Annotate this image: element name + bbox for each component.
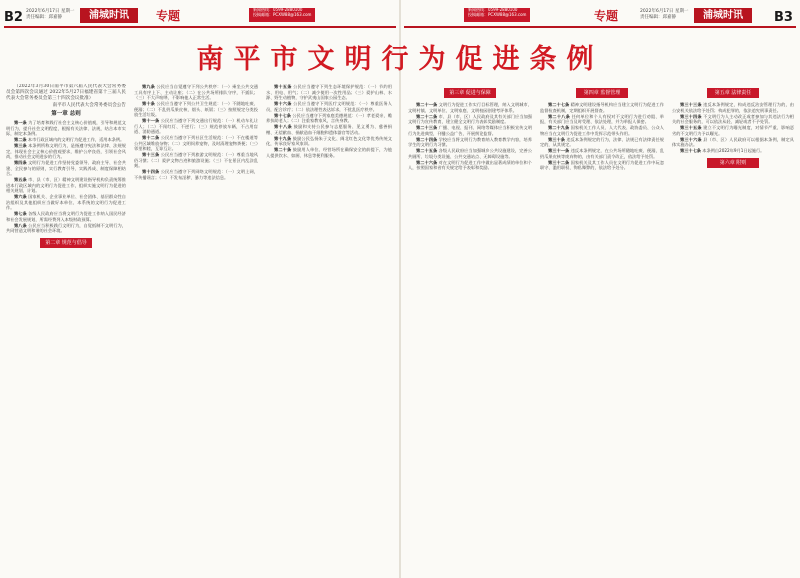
article-text: 建立不文明行为曝光制度，对情节严重、影响恶劣的不文明行为予以曝光。	[672, 125, 794, 136]
date-text: 2022年6月17日 星期一	[640, 9, 689, 14]
article-text: 对在文明行为促进工作中做出显著成绩的单位和个人，按照国家和省有关规定给予表彰和奖励。	[408, 159, 532, 170]
hotline-text: 新闻热线：0599-2880100	[468, 7, 518, 12]
editor-text: 责任编辑：邱嘉静	[640, 15, 676, 20]
date-line	[26, 9, 74, 21]
article-number: 第十五条	[274, 84, 292, 89]
article-number: 第三十六条	[680, 136, 702, 142]
article-text: 鼓励公民弘扬朱子文化、闽北红色文化等优秀传统文化，传承良好家风家训。	[266, 135, 392, 146]
article-text: 公民应当遵守下列医疗文明规范：（一）尊重医务人员，配合诊疗；（二）依法理性表达诉求，不扰乱医疗秩序。	[266, 101, 392, 112]
article-text: 本条例自2022年9月1日起施行。	[702, 148, 765, 153]
article-number: 第三十三条	[680, 102, 702, 107]
article-paragraph	[6, 143, 126, 160]
regulation-title: 南平市文明行为促进条例	[196, 44, 604, 75]
text-column-6	[672, 84, 794, 574]
article-text: 国家机关及其工作人员在文明行为促进工作中玩忽职守、滥用职权、徇私舞弊的，依法给予处分。	[540, 159, 664, 170]
article-text: 为了培育和践行社会主义核心价值观，引导和规范文明行为，提升社会文明程度，根据有关法律、法规，结合本市实际，制定本条例。	[6, 120, 126, 136]
email-text: 投稿邮箱：PCXW88@163.com	[468, 11, 527, 17]
article-text: 本市行政区域内的文明行为促进工作，适用本条例。	[27, 137, 125, 142]
contact-box	[249, 8, 315, 22]
text-column-3	[266, 84, 392, 574]
article-number: 第十四条	[142, 169, 160, 174]
article-text: 国家机关、企业事业单位、社会团体、基层群众性自治组织及其他组织应当做好本单位、本系统的文明行为促进工作。	[6, 194, 126, 210]
article-text: 学校应当将文明行为教育纳入教育教学内容，培养学生的文明行为习惯。	[408, 136, 532, 147]
article-paragraph	[6, 194, 126, 211]
article-number: 第七条	[14, 211, 27, 216]
article-paragraph	[672, 137, 794, 148]
article-number: 第二十一条	[416, 102, 438, 107]
article-paragraph	[540, 148, 664, 159]
article-text: 市、县（市、区）精神文明建设指导机构负责统筹推进本行政区域内的文明行为促进工作，组织实施文明行为促进的相关规划、计划。	[6, 177, 126, 193]
article-paragraph	[408, 114, 532, 125]
article-number: 第十条	[142, 101, 155, 106]
article-text: 县（市、区）人民政府可以根据本条例，制定具体实施办法。	[672, 136, 794, 147]
article-number: 第三十五条	[680, 125, 702, 130]
article-paragraph	[266, 113, 392, 124]
article-number: 第二十六条	[416, 159, 438, 165]
article-text: 国家机关工作人员、人大代表、政协委员、公众人物应当在文明行为促进工作中发挥示范带头作用。	[540, 125, 664, 136]
chapter-heading: 第三章 促进与保障	[444, 88, 496, 98]
chapter-heading: 第四章 监督管理	[576, 88, 628, 98]
article-paragraph	[540, 160, 664, 171]
hotline-text: 新闻热线：0599-2880100	[253, 7, 303, 12]
article-paragraph	[540, 137, 664, 148]
article-text: 各级人民政府应当将文明行为促进工作纳入国民经济和社会发展规划，所需经费列入本级财政预算。	[6, 211, 126, 222]
article-number: 第十六条	[274, 101, 292, 106]
article-number: 第二十二条	[416, 113, 438, 119]
article-number: 第三十条	[548, 136, 565, 142]
article-text: 公民应当自觉遵守下列公共秩序：（一）乘坐公共交通工具有序上下、主动让座；（二）在公共场所排队守序，不插队；（三）不大声喧哗，不影响他人正常生活。	[134, 84, 258, 100]
chapter-heading: 第二章 规范与倡导	[40, 238, 92, 248]
article-text: 鼓励用人单位、经营场所在确保安全的前提下，为他人提供饮水、如厕、休息等便利服务。	[266, 147, 392, 158]
article-number: 第二十四条	[416, 136, 438, 142]
text-column-1	[6, 84, 126, 574]
article-paragraph	[266, 101, 392, 112]
article-text: 公民应当遵守下列社区生活规范：（一）不在楼道等公共区域堆放杂物；（二）文明饲养宠物，及时清理宠物粪便；（三）邻里和睦，互谅互让。	[134, 135, 258, 151]
article-paragraph	[134, 152, 258, 169]
article-number: 第八条	[14, 222, 27, 228]
article-number: 第三十一条	[548, 148, 570, 153]
right-page-header	[404, 6, 796, 36]
article-number: 第十一条	[142, 118, 160, 123]
article-paragraph	[672, 114, 794, 125]
header-rule	[4, 26, 396, 28]
article-paragraph	[6, 120, 126, 137]
article-number: 第三十二条	[548, 159, 570, 165]
editor-text: 责任编辑：邱嘉静	[26, 15, 62, 20]
article-number: 第三十七条	[680, 148, 701, 153]
article-text: 精神文明建设指导机构应当建立文明行为促进工作监督检查机制，定期组织开展督查。	[540, 102, 664, 113]
text-column-5	[540, 84, 664, 574]
header-rule	[404, 26, 796, 28]
intro-text: （2022年3月30日南平市第六届人民代表大会常务委员会第四次会议通过 2022年5月27日福建省第十三届人民代表大会常务委员会第三十四次会议批准）	[6, 84, 126, 101]
article-list	[408, 102, 532, 171]
article-paragraph	[266, 136, 392, 147]
article-number: 第十七条	[274, 112, 291, 118]
chapter-heading: 第五章 法律责任	[707, 88, 759, 98]
article-text: 任何单位和个人有权对不文明行为进行劝阻、举报，有关部门应当及时受理、依法处理，并为举报人保密。	[540, 113, 664, 124]
email-text: 投稿邮箱：PCXW88@163.com	[253, 11, 312, 17]
intro-attribution: 南平市人民代表大会常务委员会公告	[52, 102, 126, 108]
article-paragraph	[266, 124, 392, 135]
article-paragraph	[540, 102, 664, 113]
article-paragraph	[408, 160, 532, 171]
article-text: 公民应当遵守下列网络文明规范：（一）文明上网，不传播谣言；（二）不发布淫秽、暴力等违法信息。	[134, 169, 258, 180]
article-number: 第六条	[14, 194, 27, 199]
article-number: 第十九条	[274, 135, 292, 141]
article-text: 市、县（市、区）人民政府及其有关部门应当加强文明行为宣传教育，建立健全文明行为表彰奖励制度。	[408, 113, 532, 124]
article-text: 公民应当遵守下列生态环境保护规范：（一）节约用水、用电、用气；（二）减少使用一次性用品；（三）爱护山林、水源、野生动植物，守护武夷山国家公园生态。	[266, 84, 392, 100]
chapter-heading: 第六章 附则	[707, 158, 759, 168]
article-paragraph	[134, 169, 258, 180]
section-label: 专题	[156, 9, 181, 23]
article-number: 第十八条	[274, 124, 292, 129]
article-number: 第三十四条	[680, 113, 702, 119]
article-paragraph	[134, 118, 258, 135]
article-list	[540, 102, 664, 171]
section-label: 专题	[594, 9, 619, 23]
article-text: 文明行为促进工作坚持党委领导、政府主导、社会共建、全民参与的原则，实行教育引导、实践养成、制度保障相结合。	[6, 160, 126, 176]
article-text: 广播、电视、报刊、网络等媒体应当积极宣传文明行为先进典型，刊播公益广告，开展舆论监督。	[408, 125, 532, 136]
article-paragraph	[134, 84, 258, 101]
article-paragraph	[540, 125, 664, 136]
article-text: 违反本条例规定，在公共场所随地吐痰、便溺，乱扔瓜果皮核等废弃物的，由有关部门责令改正，依法给予处罚。	[540, 148, 664, 159]
article-list	[134, 84, 258, 180]
article-paragraph	[672, 102, 794, 113]
regulation-banner	[0, 40, 800, 80]
article-paragraph	[408, 148, 532, 159]
article-number: 第二十七条	[548, 102, 570, 107]
page-number: B3	[774, 10, 793, 25]
article-number: 第二十九条	[548, 125, 570, 130]
article-text: 公民应当积极践行文明行为，自觉抵制不文明行为，共同营造文明和谐的社会环境。	[6, 222, 126, 233]
article-number: 第十三条	[142, 152, 160, 157]
text-column-2	[134, 84, 258, 574]
article-text: 违反本条例规定的行为，法律、法规已有法律责任规定的，从其规定。	[540, 136, 664, 147]
chapter-heading: 第一章 总则	[51, 110, 81, 117]
newspaper-logo: 浦城时讯	[694, 8, 752, 23]
article-paragraph	[6, 211, 126, 222]
article-number: 第二十八条	[548, 113, 571, 119]
article-text: 公民应当遵守下列旅游文明规范：（一）尊重当地风俗习惯；（二）爱护文物古迹和旅游设施；（三）不在景区内乱涂乱刻。	[134, 152, 258, 168]
article-text: 文明行为促进工作实行目标管理，纳入文明城市、文明村镇、文明单位、文明家庭、文明校园创建考评体系。	[408, 102, 532, 113]
article-paragraph	[6, 223, 126, 234]
article-paragraph	[408, 125, 532, 136]
contact-box	[464, 8, 530, 22]
date-text: 2022年6月17日 星期一	[26, 9, 75, 14]
article-number: 第五条	[14, 177, 27, 182]
article-text: 鼓励和支持公民参与志愿服务、见义勇为、慈善捐赠、无偿献血、捐献造血干细胞和遗体器官等活动。	[266, 124, 392, 135]
left-page-header	[4, 6, 396, 36]
article-text: 公民应当遵守下列公共卫生规范：（一）不随地吐痰、便溺；（二）不乱扔瓜果皮核、烟头、纸屑；（三）按照规定分类投放生活垃圾。	[134, 101, 258, 117]
article-text: 不文明行为人主动改正或者参加与其违法行为相关的社会服务的，可以依法从轻、减轻或者不予处罚。	[672, 113, 794, 124]
article-number: 第十二条	[142, 135, 160, 140]
newspaper-logo: 浦城时讯	[80, 8, 138, 23]
article-text: 各级人民政府应当加强城乡公共设施建设，完善公共厕所、垃圾分类设施、公共交通站点、无障碍设施等。	[408, 148, 532, 159]
article-paragraph	[6, 177, 126, 194]
date-line	[640, 9, 688, 21]
article-paragraph	[672, 148, 794, 154]
article-list	[266, 84, 392, 158]
article-text: 公民应当遵守下列交通出行规范：（一）机动车礼让行人；（二）不闯红灯、不逆行；（三）规范停放车辆，不占用盲道、消防通道。	[134, 118, 258, 134]
article-text: 本条例所称文明行为，是指遵守宪法和法律、法规规定，体现社会主义核心价值观要求，维护公序良俗，引领社会风尚，推动社会文明进步的行为。	[6, 143, 126, 159]
article-paragraph	[540, 114, 664, 125]
text-column-4	[408, 84, 532, 574]
article-paragraph	[134, 135, 258, 152]
article-paragraph	[266, 84, 392, 101]
article-paragraph	[672, 125, 794, 136]
article-list	[6, 120, 126, 234]
article-paragraph	[408, 137, 532, 148]
article-list	[672, 102, 794, 154]
article-paragraph	[266, 147, 392, 158]
article-text: 公民应当遵守下列家庭美德规范：（一）孝老爱亲，赡养扶助老人；（二）注重家教家风，言传身教。	[266, 112, 392, 123]
article-number: 第四条	[14, 160, 27, 165]
article-number: 第二十三条	[416, 125, 438, 130]
article-number: 第二条	[14, 137, 27, 142]
article-number: 第一条	[14, 120, 27, 125]
page-number: B2	[4, 10, 23, 25]
article-paragraph	[134, 101, 258, 118]
article-number: 第九条	[142, 84, 155, 89]
article-paragraph	[6, 137, 126, 143]
article-number: 第三条	[14, 143, 27, 148]
article-paragraph	[6, 160, 126, 177]
article-paragraph	[408, 102, 532, 113]
article-number: 第二十五条	[416, 148, 438, 153]
article-text: 违反本条例规定，构成违反治安管理行为的，由公安机关依法给予处罚；构成犯罪的，依法追究刑事责任。	[672, 102, 794, 113]
article-number: 第二十条	[274, 147, 292, 152]
